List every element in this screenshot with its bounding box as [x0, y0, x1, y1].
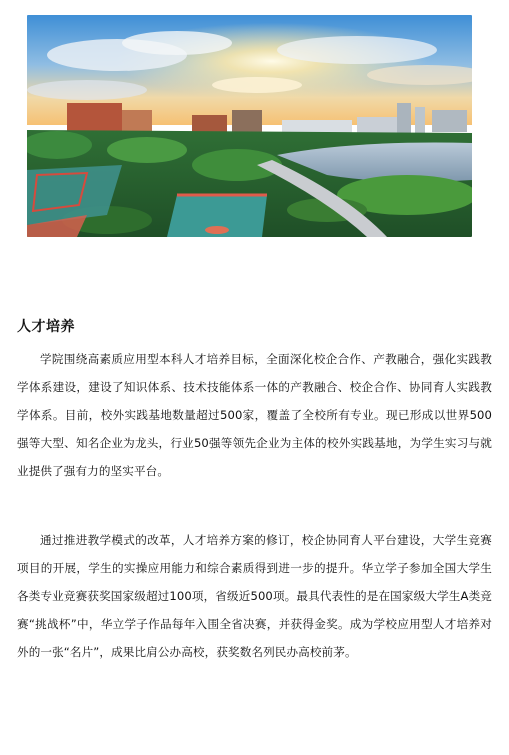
campus-photo-illustration — [27, 15, 472, 237]
campus-aerial-photo — [27, 15, 472, 237]
paragraph-practice-bases: 学院围绕高素质应用型本科人才培养目标，全面深化校企合作、产教融合，强化实践教学体系建设，建设了知识体系、技术技能体系一体的产教融合、校企合作、协同育人实践教学体系。目前，校外实践基地数量超过500家，覆盖了全校所有专业。现已形成以世界500强等大型、知名企业为龙头，行业50强等领先企业为主体的校外实践基地，为学生实习与就业提供了强有力的坚实平台。 — [17, 352, 492, 478]
paragraph-competitions: 通过推进教学模式的改革，人才培养方案的修订，校企协同育人平台建设，大学生竞赛项目的开展，学生的实操应用能力和综合素质得到进一步的提升。华立学子参加全国大学生各类专业竞赛获奖国家级超过100项，省级近500项。最具代表性的是在国家级大学生A类竞赛“挑战杯”中，华立学子作品每年入围全省决赛，并获得金奖。成为学校应用型人才培养对外的一张“名片”，成果比肩公办高校，获奖数名列民办高校前茅。 — [17, 533, 492, 659]
section-title: 人才培养 — [17, 319, 75, 335]
